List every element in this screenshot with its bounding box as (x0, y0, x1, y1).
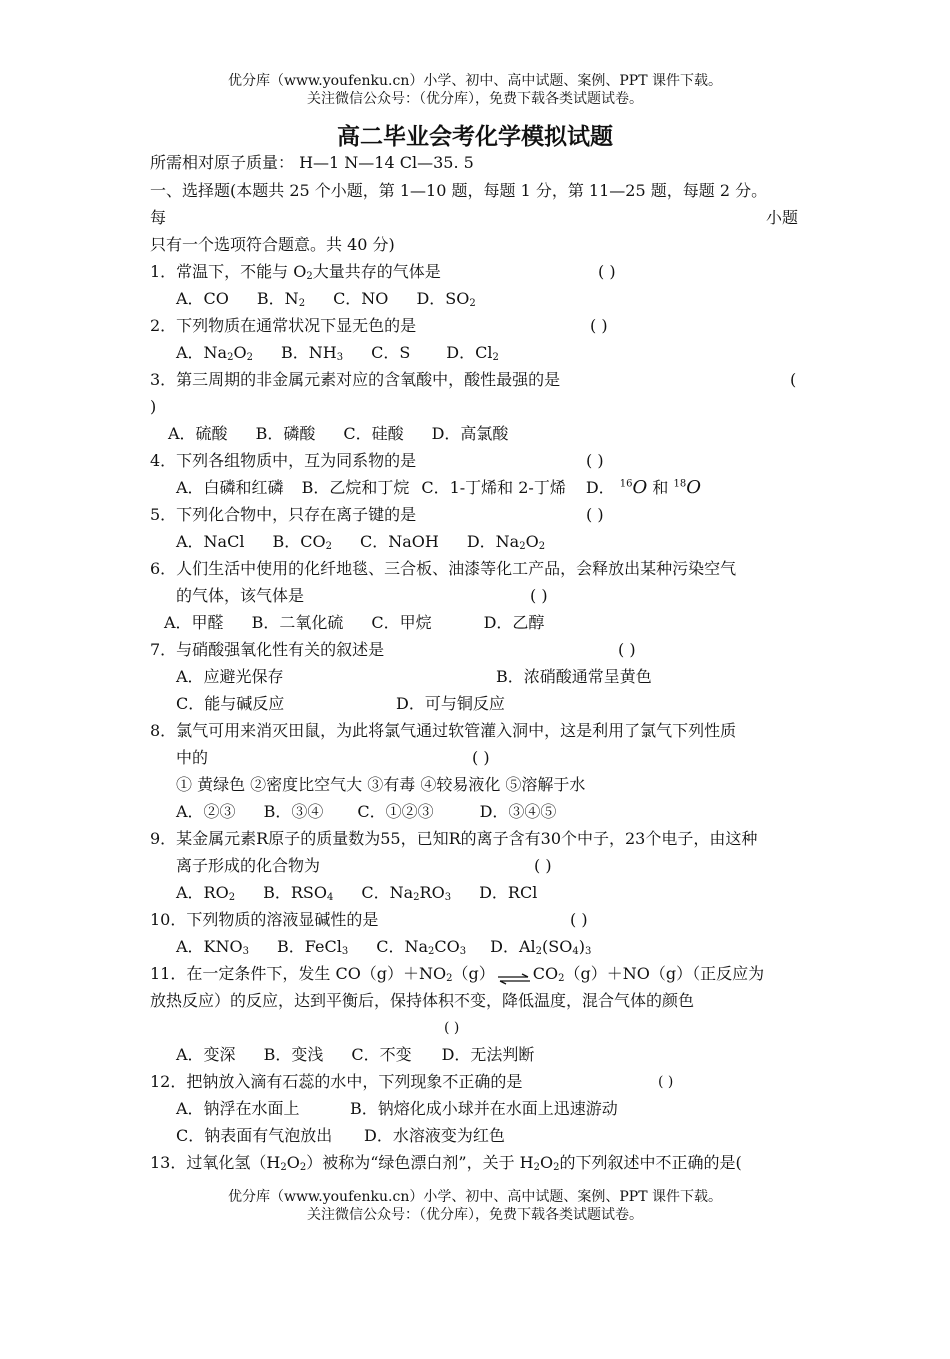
question-10-answer-paren: ( ) (570, 910, 588, 929)
option-d: D．无法判断 (441, 1045, 535, 1064)
question-7-option-a: A．应避光保存 (176, 667, 284, 686)
question-13-stem: 13．过氧化氢$(H_2O_2)$被称为“绿色漂白剂”，关于 $H_2O_2$的下列叙述中不正确的是( (150, 1153, 742, 1173)
question-5-options (176, 531, 545, 553)
question-11-line-2: 放热反应）的反应，达到平衡后，保持体积不变，降低温度，混合气体的颜色 (150, 991, 695, 1010)
question-9-line-2: 离子形成的化合物为 (176, 856, 321, 875)
question-6-line-2: 的气体，该气体是 (176, 586, 305, 605)
question-2-options (176, 342, 499, 364)
option-a: A．$KNO_3$ (176, 937, 250, 957)
footer-line-2: 关注微信公众号：（优分库），免费下载各类试题试卷。 (307, 1207, 643, 1223)
question-7-stem: 7．与硝酸强氧化性有关的叙述是 (150, 640, 385, 659)
question-3-stem: 3．第三周期的非金属元素对应的含氧酸中，酸性最强的是 (150, 370, 561, 389)
question-4-answer-paren: ( ) (586, 451, 604, 470)
option-b: B．乙烷和丁烷 (301, 478, 410, 497)
option-d: D．$SO_2$ (416, 289, 476, 309)
question-2-stem: 2．下列物质在通常状况下显无色的是 (150, 316, 417, 335)
option-c: C．S (371, 343, 411, 362)
section-intro-line-3: 只有一个选项符合题意。共 40 分) (150, 235, 395, 254)
option-d: D．乙醇 (483, 613, 545, 632)
question-12-option-a: A．钠浮在水面上 (176, 1099, 300, 1118)
option-b: B．③④ (263, 802, 324, 821)
question-12-option-b: B．钠熔化成小球并在水面上迅速游动 (350, 1099, 618, 1118)
atomic-masses: 所需相对原子质量： H—1 N—14 Cl—35. 5 (150, 153, 474, 172)
question-12-option-d: D．水溶液变为红色 (364, 1126, 505, 1145)
question-3-paren-close: ) (150, 397, 157, 416)
option-d: D．高氯酸 (431, 424, 509, 443)
option-c: C．甲烷 (371, 613, 432, 632)
option-a: A．变深 (176, 1045, 236, 1064)
question-1-options (176, 288, 476, 310)
option-b: B．变浅 (263, 1045, 324, 1064)
question-6-options (164, 612, 544, 634)
option-a: A．NaCl (176, 532, 245, 551)
question-8-properties: ① 黄绿色 ②密度比空气大 ③有毒 ④较易液化 ⑤溶解于水 (176, 775, 586, 794)
option-b: B．磷酸 (255, 424, 316, 443)
option-c: C．硅酸 (343, 424, 404, 443)
footer-line-1: 优分库（www.youfenku.cn）小学、初中、高中试题、案例、PPT 课件下载。 (227, 1189, 722, 1205)
option-d: D．③④⑤ (479, 802, 557, 821)
header-line-2: 关注微信公众号：（优分库），免费下载各类试题试卷。 (307, 91, 643, 107)
section-intro-line-1: 一、选择题(本题共 25 个小题，第 1—10 题，每题 1 分，第 11—25 题，每题 2 分。 (150, 181, 768, 200)
question-8-line-1: 8．氯气可用来消灭田鼠，为此将氯气通过软管灌入洞中，这是利用了氯气下列性质 (150, 721, 737, 740)
question-3-options (168, 423, 508, 445)
question-7-answer-paren: ( ) (618, 640, 636, 659)
question-9-options (176, 882, 537, 904)
option-c: C．NO (333, 289, 389, 308)
question-5-answer-paren: ( ) (586, 505, 604, 524)
question-4-stem: 4．下列各组物质中，互为同系物的是 (150, 451, 417, 470)
question-2-answer-paren: ( ) (590, 316, 608, 335)
option-b: B．$RSO_4$ (263, 883, 334, 903)
question-9-line-1: 9．某金属元素R原子的质量数为55，已知R的离子含有30个中子，23个电子，由这种 (150, 829, 758, 848)
option-a: A．$Na_2O_2$ (176, 343, 253, 363)
section-intro-line-2-right: 小题 (766, 208, 799, 227)
question-1-stem: 1．常温下，不能与 $O_2$大量共存的气体是 (150, 262, 441, 282)
option-b: B．FeCl$_3$ (277, 937, 349, 957)
question-4-options (176, 477, 701, 499)
option-d: D．$Al_2(SO_4)_3$ (490, 937, 592, 957)
option-c: C．NaOH (359, 532, 439, 551)
option-a: A．甲醛 (164, 613, 224, 632)
option-c: C．$Na_2RO_3$ (361, 883, 452, 903)
question-10-options (176, 936, 591, 958)
question-10-stem: 10．下列物质的溶液显碱性的是 (150, 910, 379, 929)
option-a: A．②③ (176, 802, 236, 821)
option-d: D．$Na_2O_2$ (466, 532, 546, 552)
question-8-answer-paren: ( ) (472, 748, 490, 767)
question-7-option-d: D．可与铜反应 (396, 694, 505, 713)
option-c: C．①②③ (357, 802, 434, 821)
question-6-answer-paren: ( ) (530, 586, 548, 605)
question-12-answer-paren: ( ) (658, 1074, 674, 1090)
question-12-stem: 12．把钠放入滴有石蕊的水中，下列现象不正确的是 (150, 1072, 523, 1091)
question-12-option-c: C．钠表面有气泡放出 (176, 1126, 333, 1145)
option-c: C．$Na_2CO_3$ (376, 937, 467, 957)
option-b: B．二氧化硫 (251, 613, 344, 632)
option-b: B．$NH_3$ (280, 343, 344, 363)
option-b: B．$CO_2$ (272, 532, 332, 552)
option-c: C．1-丁烯和 2-丁烯 (421, 478, 566, 497)
question-9-answer-paren: ( ) (534, 856, 552, 875)
option-a: A．$RO_2$ (176, 883, 236, 903)
question-8-line-2: 中的 (176, 748, 209, 767)
option-d: D．$Cl_2$ (446, 343, 499, 363)
option-d: D． $^{16}$O 和 $^{18}$O (585, 477, 701, 498)
question-1-answer-paren: ( ) (598, 262, 616, 281)
option-a: A．硫酸 (168, 424, 228, 443)
question-11-options (176, 1044, 534, 1066)
question-11-answer-paren: ( ) (444, 1020, 460, 1036)
option-b: B．$N_2$ (256, 289, 306, 309)
question-7-option-c: C．能与碱反应 (176, 694, 285, 713)
question-8-options (176, 801, 556, 823)
question-7-option-b: B．浓硝酸通常呈黄色 (496, 667, 652, 686)
page-title: 高二毕业会考化学模拟试题 (337, 124, 613, 150)
header-line-1: 优分库（www.youfenku.cn）小学、初中、高中试题、案例、PPT 课件下载。 (227, 73, 722, 89)
option-a: A．白磷和红磷 (176, 478, 284, 497)
section-intro-line-2-left: 每 (150, 208, 167, 227)
option-d: D．RCl (479, 883, 538, 902)
question-5-stem: 5．下列化合物中，只存在离子键的是 (150, 505, 417, 524)
question-11-line-1: 11．在一定条件下，发生 $CO(g)+NO_2(g)$ $CO_2(g)+NO(g)$（正反应为 (150, 964, 765, 984)
question-3-paren-open: ( (790, 370, 797, 389)
question-6-line-1: 6．人们生活中使用的化纤地毯、三合板、油漆等化工产品，会释放出某种污染空气 (150, 559, 737, 578)
option-c: C．不变 (351, 1045, 412, 1064)
option-a: A．CO (176, 289, 229, 308)
equilibrium-arrow-icon (497, 969, 531, 981)
